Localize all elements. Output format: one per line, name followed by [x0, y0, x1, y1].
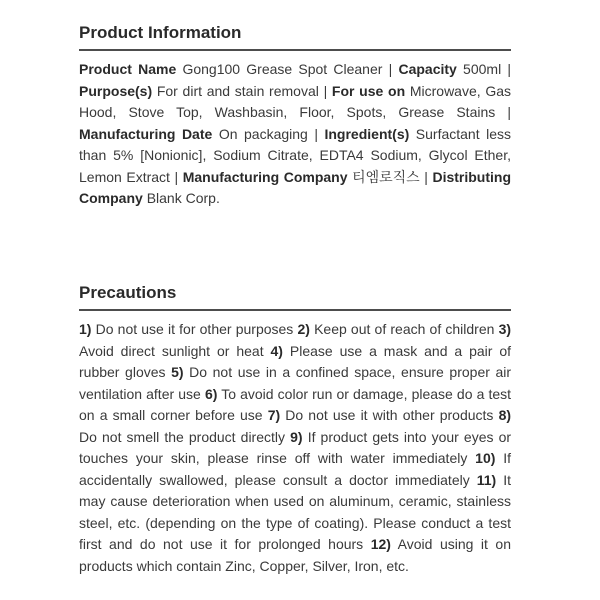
precaution-number: 7): [267, 407, 281, 423]
precaution-number: 2): [297, 321, 310, 337]
field-value: Blank Corp.: [146, 190, 220, 206]
field-label: Purpose(s): [79, 82, 153, 99]
precaution-number: 5): [171, 364, 184, 380]
field-label: For use on: [331, 82, 406, 99]
field-label: Manufacturing Date: [79, 125, 213, 142]
precaution-text: Do not use it for other purposes: [95, 321, 294, 337]
precaution-text: Avoid direct sunlight or heat: [79, 342, 264, 359]
field-label: Ingredient(s): [324, 125, 410, 142]
field-label: Manufacturing Company: [182, 168, 348, 185]
precautions-body: [79, 319, 511, 577]
precaution-number: 1): [79, 321, 92, 337]
field-value: For dirt and stain removal: [156, 82, 319, 99]
precaution-number: 12): [370, 536, 391, 552]
field-value: 500ml: [463, 61, 502, 77]
field-label: Distributing Company: [79, 168, 511, 206]
precaution-text: Avoid using it on products which contain Zinc, Copper, Silver, Iron, etc.: [79, 536, 511, 574]
field-value: Surfactant less than 5% [Nonionic], Sodium Citrate, EDTA4 Sodium, Glycol Ether, Lemon Extract: [79, 125, 511, 185]
precaution-number: 6): [204, 385, 218, 402]
precaution-text: Keep out of reach of children: [314, 321, 495, 337]
field-value: Microwave, Gas Hood, Stove Top, Washbasin, Floor, Spots, Grease Stains: [79, 82, 512, 120]
precaution-text: If product gets into your eyes or touches your skin, please rinse off with water immediately: [79, 428, 512, 466]
precaution-number: 9): [290, 428, 303, 445]
precaution-number: 10): [475, 450, 496, 466]
field-value: Gong100 Grease Spot Cleaner: [182, 61, 383, 77]
precaution-text: Do not use in a confined space, ensure proper air ventilation after use: [79, 364, 512, 402]
product-information-section: [79, 22, 511, 224]
precautions-title: Precautions: [79, 283, 177, 302]
precaution-text: If accidentally swallowed, please consult a doctor immediately: [79, 450, 512, 488]
field-label: Capacity: [398, 61, 457, 77]
section-divider: [79, 309, 511, 311]
precaution-number: 4): [270, 342, 283, 359]
section-divider: [79, 49, 511, 51]
precaution-text: It may cause deterioration when used on aluminum, ceramic, stainless steel, etc. (depending on the type of coating). Please conduct a test first and do not use it for prolonged hours: [79, 471, 511, 552]
precaution-text: Please use a mask and a pair of rubber gloves: [79, 342, 512, 380]
field-label: Product Name: [79, 61, 177, 77]
product-information-body: Product Name Gong100 Grease Spot Cleaner | Capacity 500ml | Purpose(s) For dirt and stain removal | For use on Microwave, Gas Hood, Stove Top, Washbasin, Floor, Spots, Grease Stains | Manufacturing Date On packaging | Ingredient(s) Surfactant less than 5% [Nonionic], Sodium Citrate, EDTA4 Sodium, Glycol Ether, Lemon Extract | Manufacturing Company 티엠로직스 | Distributing Company Blank Corp.: [79, 61, 512, 206]
precaution-number: 11): [476, 471, 497, 488]
precaution-text: To avoid color run or damage, please do a test on a small corner before use: [79, 385, 512, 423]
precaution-number: 8): [498, 407, 512, 423]
precaution-text: Do not smell the product directly: [79, 428, 286, 445]
precautions-section: [79, 282, 511, 591]
field-value: 티엠로직스: [352, 168, 420, 185]
precaution-number: 3): [498, 321, 512, 337]
product-information-title: Product Information: [79, 23, 242, 42]
field-value: On packaging: [218, 125, 308, 142]
precaution-text: Do not use it with other products: [285, 407, 494, 423]
